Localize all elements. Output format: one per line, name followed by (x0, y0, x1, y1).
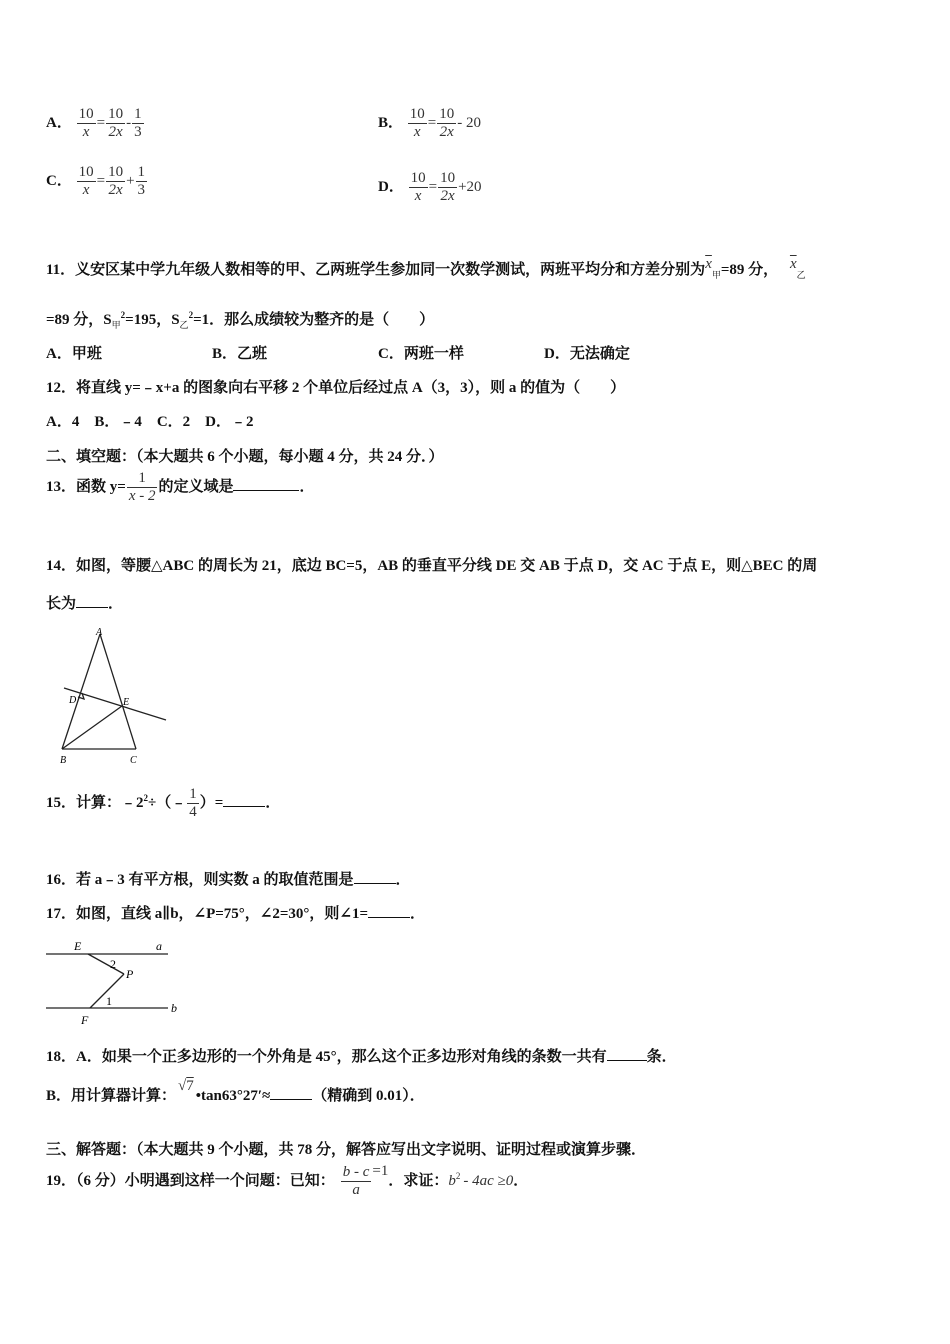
fraction-den: 2x (106, 123, 125, 141)
equals-one: =1 (372, 1162, 389, 1179)
q14-line2 (46, 592, 123, 613)
label-line-b: b (171, 1001, 177, 1015)
q14-text: 长为 (46, 596, 77, 612)
fraction-num: 10 (108, 164, 124, 180)
fraction-num: 1 (138, 470, 146, 486)
x-bar-symbol: $\overline{x}$ (705, 256, 712, 272)
side-ac (100, 634, 136, 749)
expr-b: b (448, 1172, 456, 1189)
q10-option-b (378, 106, 481, 141)
label-e: E (74, 939, 82, 953)
option-letter: A． (46, 114, 72, 131)
answer-blank[interactable] (607, 1060, 647, 1061)
subscript-yi: 乙 (179, 320, 189, 330)
fraction-num: 10 (78, 164, 94, 180)
expression-tail: +20 (458, 178, 482, 195)
q15-end: ． (265, 794, 281, 811)
expr-square: 2 (455, 1170, 461, 1181)
answer-blank[interactable] (76, 607, 108, 608)
answer-blank[interactable] (223, 806, 265, 807)
fraction-den: 4 (189, 804, 197, 820)
q12-options: A．4 B．﹣4 C．2 D．﹣2 (46, 414, 254, 430)
parallel-lines-figure (44, 934, 184, 1028)
label-f: F (81, 1013, 89, 1027)
q11-line1 (46, 258, 806, 281)
q11-option-b: B．乙班 (212, 346, 268, 362)
answer-blank[interactable] (270, 1099, 312, 1100)
q13-text: 的定义域是 (158, 478, 234, 495)
section-2-heading: 二、填空题：（本大题共 6 个小题，每小题 4 分，共 24 分．） (46, 449, 444, 465)
q11-text: =89 分，S (46, 312, 112, 328)
fraction-den: a (341, 1181, 372, 1199)
fraction-den: 2x (106, 181, 125, 199)
label-p: P (126, 967, 134, 981)
subscript-jia: 甲 (111, 320, 121, 330)
q11-text: =195，S (125, 312, 180, 328)
q15-text: ）= (199, 794, 224, 811)
fraction-num: 10 (78, 106, 94, 122)
label-a: A (96, 627, 103, 638)
q15 (46, 786, 280, 821)
perpendicular-bisector-de (64, 688, 166, 720)
fraction-num: 1 (134, 106, 142, 122)
radicand: 7 (186, 1078, 194, 1094)
q18-a-end: 条． (646, 1049, 677, 1065)
option-letter: B． (378, 114, 404, 131)
q15-text: ÷（﹣ (148, 794, 187, 811)
subscript-yi: 乙 (796, 270, 806, 280)
q17-end: ． (410, 906, 426, 922)
operator: - (126, 114, 132, 131)
equals-sign: = (96, 172, 106, 189)
label-b: B (60, 755, 67, 766)
fraction-den: x - 2 (128, 488, 156, 504)
q13-end: ． (299, 478, 315, 495)
operator: + (126, 172, 135, 189)
answer-blank[interactable] (368, 917, 410, 918)
q18-b-text: B．用计算器计算： (46, 1088, 177, 1104)
section-3-heading: 三、解答题：（本大题共 9 个小题，共 78 分，解答应写出文字说明、证明过程或演算步骤． (46, 1142, 647, 1158)
triangle-figure (52, 624, 172, 770)
fraction-num: 1 (137, 164, 146, 180)
equals-sign: = (427, 114, 437, 131)
q11-option-a: A．甲班 (46, 346, 102, 362)
superscript: 2 (188, 310, 194, 320)
equals-sign: = (428, 178, 438, 195)
q11-line2 (46, 308, 434, 331)
q16-end: ． (395, 872, 411, 888)
expr-rest: - 4ac ≥0 (463, 1172, 514, 1189)
label-c: C (130, 755, 137, 766)
q19 (46, 1164, 528, 1199)
q14-end: ． (108, 596, 124, 612)
fraction-den: x (408, 123, 427, 141)
segment-ep (88, 954, 124, 974)
q18-a (46, 1045, 677, 1066)
segment-be (62, 706, 122, 749)
fraction-den: 2x (438, 187, 457, 205)
q17-text: 17．如图，直线 a∥b，∠P=75°，∠2=30°，则∠1= (46, 906, 369, 922)
q18-a-text: 18．A．如果一个正多边形的一个外角是 45°，那么这个正多边形对角线的条数一共有 (46, 1049, 607, 1065)
q18-b-text: •tan63°27′≈ (195, 1088, 271, 1104)
q11-option-c: C．两班一样 (378, 346, 464, 362)
subscript-jia: 甲 (711, 270, 721, 280)
side-ab (62, 634, 100, 749)
fraction-num: 10 (410, 170, 426, 186)
answer-blank[interactable] (354, 883, 396, 884)
q11-option-d: D．无法确定 (544, 346, 630, 362)
label-angle-2: 2 (110, 957, 116, 971)
fraction-num: 10 (440, 170, 456, 186)
label-line-a: a (156, 939, 162, 953)
fraction-num: 1 (189, 786, 197, 802)
fraction-num: 10 (439, 106, 455, 122)
fraction-den: 3 (134, 124, 142, 140)
superscript: 2 (120, 310, 126, 320)
q15-text: 15．计算：﹣2 (46, 794, 144, 811)
expression-tail: - 20 (457, 114, 481, 131)
option-letter: D． (378, 178, 404, 195)
q18-b (46, 1078, 425, 1105)
answer-blank[interactable] (233, 490, 299, 491)
q10-option-c (46, 164, 148, 199)
q11-text: =1．那么成绩较为整齐的是（ ） (193, 312, 435, 328)
label-e: E (123, 697, 130, 708)
fraction-num: 10 (409, 106, 425, 122)
q11-text: 11．义安区某中学九年级人数相等的甲、乙两班学生参加同一次数学测试，两班平均分和方差分别为 (46, 262, 706, 278)
q10-option-d (378, 170, 482, 205)
x-bar-symbol: $\overline{x}$ (789, 256, 797, 272)
q16-text: 16．若 a﹣3 有平方根，则实数 a 的取值范围是 (46, 872, 354, 888)
equals-sign: = (96, 114, 106, 131)
q14-line1: 14．如图，等腰△ABC 的周长为 21，底边 BC=5，AB 的垂直平分线 DE 交 AB 于点 D，交 AC 于点 E，则△BEC 的周 (46, 558, 818, 574)
q13-text: 13．函数 y= (46, 478, 126, 495)
q12-text: 12．将直线 y=﹣x+a 的图象向右平移 2 个单位后经过点 A（3，3），则 a 的值为（ ） (46, 380, 626, 396)
q18-b-end: （精确到 0.01）． (312, 1088, 425, 1104)
mean-jia: =89 分， (720, 262, 779, 278)
q16 (46, 868, 411, 889)
label-d: D (69, 695, 77, 706)
fraction-den: x (409, 187, 428, 205)
fraction-den: x (77, 181, 96, 199)
q13 (46, 470, 315, 505)
q17 (46, 902, 425, 923)
fraction-den: 2x (437, 123, 456, 141)
sqrt-expression: √7 (178, 1078, 194, 1094)
q10-option-a (46, 106, 145, 141)
fraction-den: x (77, 123, 96, 141)
exponent: 2 (143, 792, 149, 803)
option-letter: C． (46, 172, 72, 189)
q19-text: 19．（6 分）小明遇到这样一个问题：已知： (46, 1172, 335, 1189)
label-angle-1: 1 (106, 994, 112, 1008)
fraction-den: 3 (137, 182, 146, 198)
q19-end: ． (513, 1172, 529, 1189)
q19-text: ．求证： (388, 1172, 449, 1189)
fraction-num: b - c (342, 1164, 370, 1180)
fraction-num: 10 (108, 106, 124, 122)
